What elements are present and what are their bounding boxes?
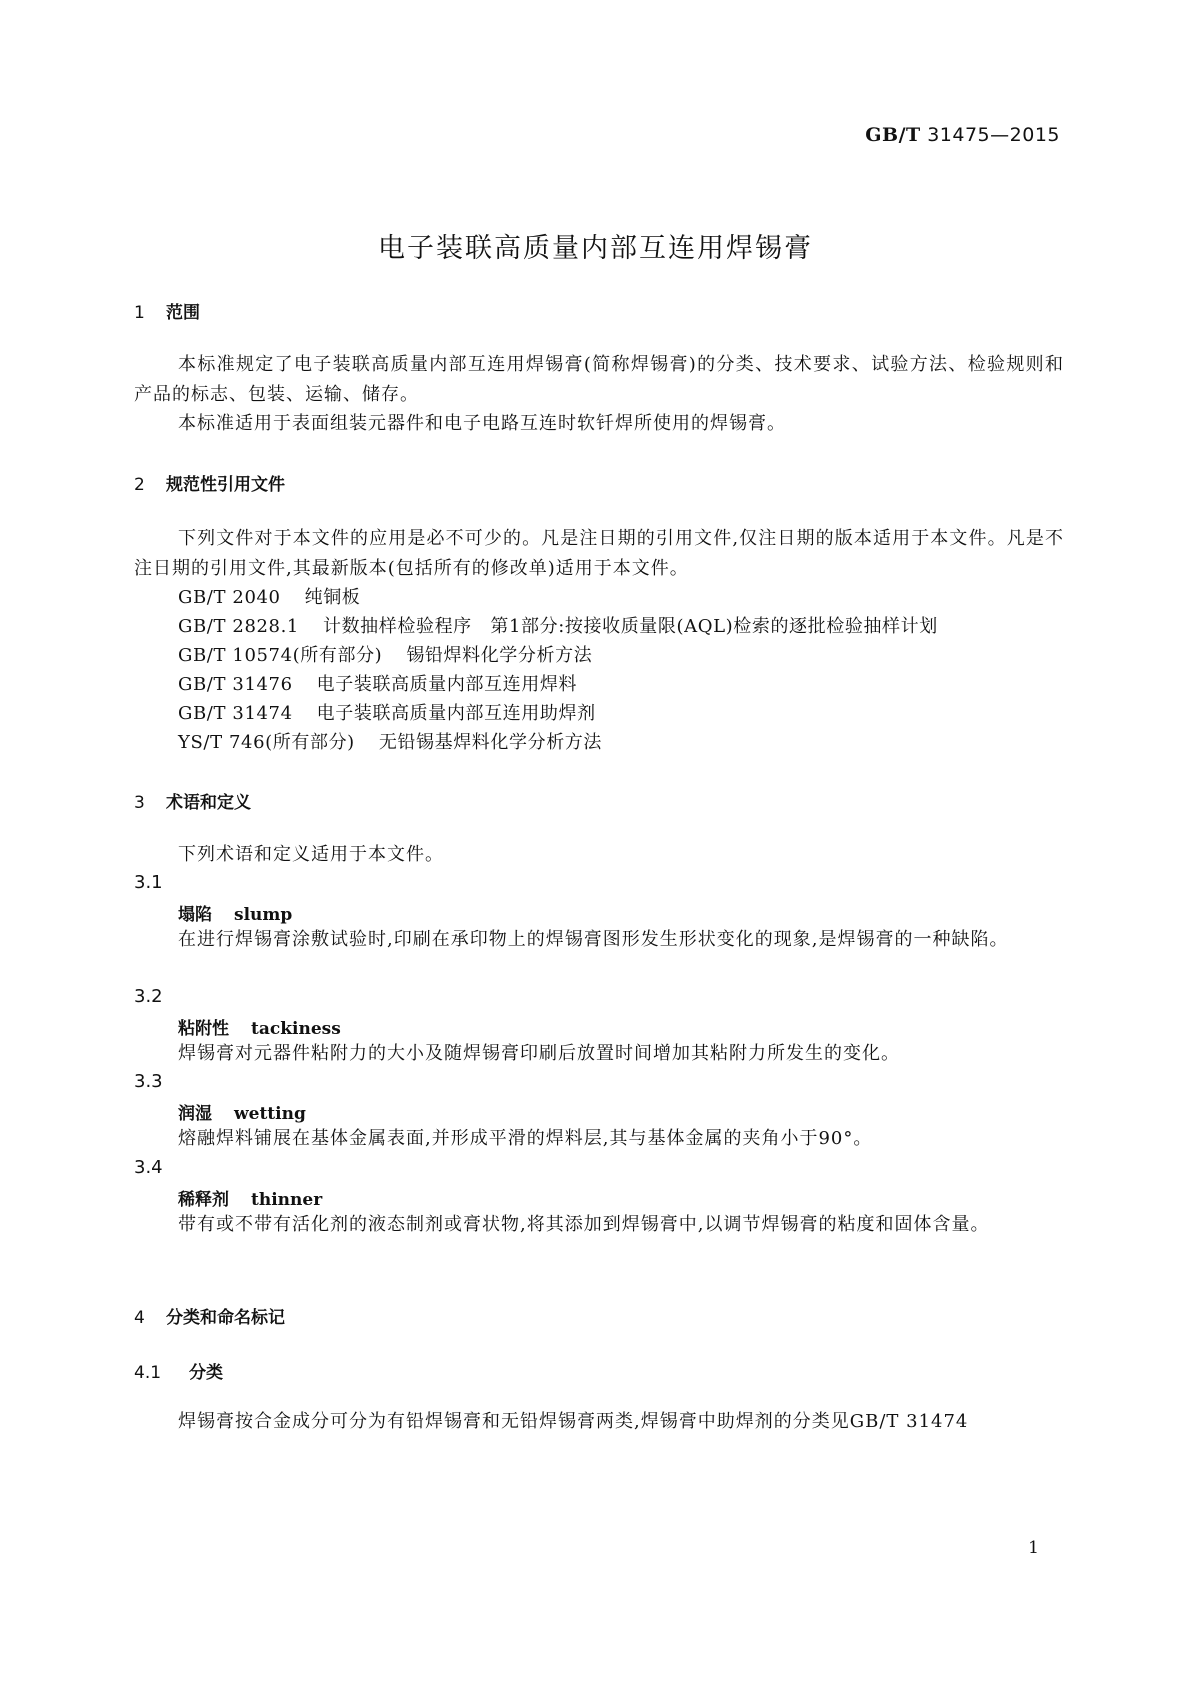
term-english: tackiness — [251, 1019, 341, 1039]
term-number: 3.3 — [134, 1071, 163, 1092]
reference-title: 纯铜板 — [304, 587, 361, 608]
document-title: 电子装联高质量内部互连用焊锡膏 — [378, 233, 813, 264]
reference-code: GB/T 2040 — [178, 587, 281, 608]
term-number: 3.4 — [134, 1157, 163, 1178]
reference-title: 无铅锡基焊料化学分析方法 — [378, 732, 603, 753]
term-chinese: 稀释剂 — [178, 1190, 229, 1210]
reference-title: 电子装联高质量内部互连用焊料 — [316, 674, 578, 695]
standard-code — [865, 124, 1060, 146]
term-english: wetting — [234, 1104, 306, 1124]
standard-number: 31475—2015 — [927, 124, 1060, 146]
section-title: 分类和命名标记 — [166, 1308, 285, 1328]
reference-item — [178, 728, 602, 754]
term-definition: 焊锡膏对元器件粘附力的大小及随焊锡膏印刷后放置时间增加其粘附力所发生的变化。 — [178, 1043, 900, 1064]
section-1-paragraph-2: 本标准适用于表面组装元器件和电子电路互连时软钎焊所使用的焊锡膏。 — [178, 413, 786, 434]
section-title: 范围 — [166, 303, 200, 323]
section-3-paragraph-1: 下列术语和定义适用于本文件。 — [178, 844, 444, 865]
term-heading — [178, 1014, 341, 1039]
reference-code: YS/T 746(所有部分) — [178, 732, 355, 753]
term-heading — [178, 1185, 322, 1210]
reference-item — [178, 612, 938, 638]
term-definition: 熔融焊料铺展在基体金属表面,并形成平滑的焊料层,其与基体金属的夹角小于90°。 — [178, 1128, 873, 1149]
section-number: 2 — [134, 475, 145, 495]
section-1-heading — [134, 298, 200, 323]
term-number: 3.1 — [134, 872, 163, 893]
section-2-heading — [134, 470, 285, 495]
reference-code: GB/T 31474 — [178, 703, 293, 724]
standard-prefix: GB/T — [865, 124, 921, 146]
term-chinese: 润湿 — [178, 1104, 212, 1124]
reference-item — [178, 670, 577, 696]
term-heading — [178, 900, 292, 925]
section-title: 术语和定义 — [166, 793, 251, 813]
section-number: 1 — [134, 303, 145, 323]
reference-title: 电子装联高质量内部互连用助焊剂 — [316, 703, 596, 724]
section-2-paragraph-1: 下列文件对于本文件的应用是必不可少的。凡是注日期的引用文件,仅注日期的版本适用于本文件。凡是不注日期的引用文件,其最新版本(包括所有的修改单)适用于本文件。 — [134, 528, 1064, 579]
reference-title: 计数抽样检验程序 第1部分:按接收质量限(AQL)检索的逐批检验抽样计划 — [322, 616, 938, 637]
section-1-paragraph-1: 本标准规定了电子装联高质量内部互连用焊锡膏(简称焊锡膏)的分类、技术要求、试验方法、检验规则和产品的标志、包装、运输、储存。 — [134, 354, 1064, 405]
term-definition: 带有或不带有活化剂的液态制剂或膏状物,将其添加到焊锡膏中,以调节焊锡膏的粘度和固体含量。 — [178, 1214, 990, 1235]
term-english: slump — [234, 905, 293, 925]
reference-code: GB/T 2828.1 — [178, 616, 299, 637]
section-title: 规范性引用文件 — [166, 475, 285, 495]
reference-item — [178, 641, 592, 667]
term-english: thinner — [251, 1190, 323, 1210]
reference-item — [178, 583, 360, 609]
reference-code: GB/T 10574(所有部分) — [178, 645, 383, 666]
subsection-number: 4.1 — [134, 1363, 162, 1383]
subsection-title: 分类 — [189, 1363, 223, 1383]
term-chinese: 粘附性 — [178, 1019, 229, 1039]
section-number: 3 — [134, 793, 145, 813]
reference-code: GB/T 31476 — [178, 674, 293, 695]
section-3-heading — [134, 788, 251, 813]
subsection-4-1-heading — [134, 1358, 223, 1383]
reference-title: 锡铅焊料化学分析方法 — [406, 645, 593, 666]
term-number: 3.2 — [134, 986, 163, 1007]
term-heading — [178, 1099, 306, 1124]
reference-item — [178, 699, 596, 725]
section-number: 4 — [134, 1308, 145, 1328]
section-4-1-paragraph-1: 焊锡膏按合金成分可分为有铅焊锡膏和无铅焊锡膏两类,焊锡膏中助焊剂的分类见GB/T 31474 — [178, 1411, 969, 1432]
term-definition: 在进行焊锡膏涂敷试验时,印刷在承印物上的焊锡膏图形发生形状变化的现象,是焊锡膏的一种缺陷。 — [178, 929, 1009, 950]
term-chinese: 塌陷 — [178, 905, 212, 925]
section-4-heading — [134, 1303, 285, 1328]
page-number: 1 — [1028, 1538, 1039, 1558]
